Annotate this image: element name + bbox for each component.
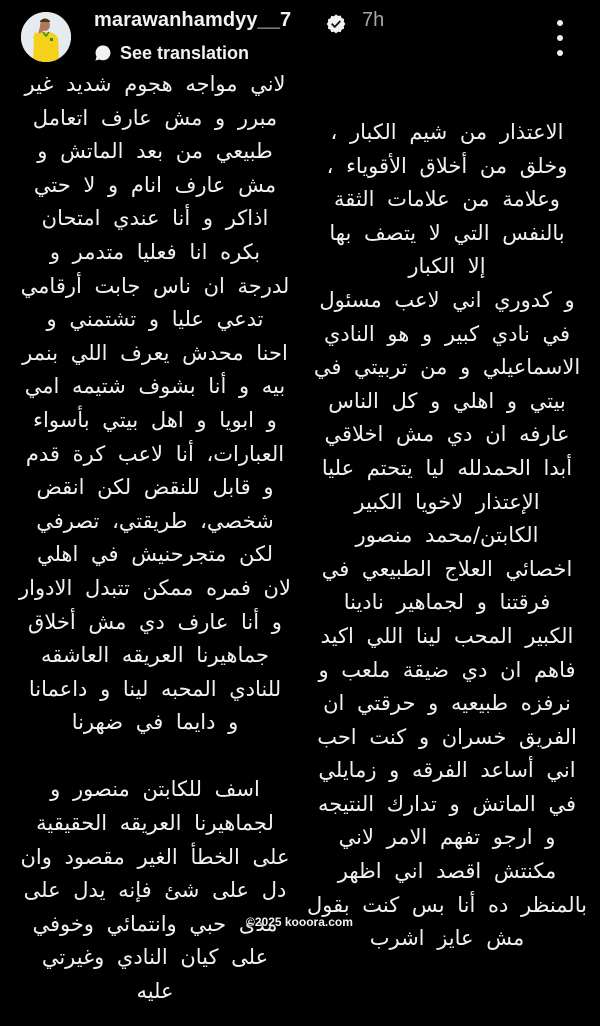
- story-line: لكن متجرحنيش في اهلي: [36, 542, 274, 567]
- story-line: على كيان النادي وغيرتي: [41, 945, 269, 970]
- story-line: دل على شئ فإنه يدل على: [23, 878, 287, 903]
- story-line: طبيعي من بعد الماتش و: [37, 139, 273, 164]
- see-translation-label: See translation: [120, 42, 250, 63]
- story-line: بالنفس التي لا يتصف بها: [329, 220, 565, 245]
- story-line: و أنا عارف دي مش أخلاق: [28, 609, 282, 634]
- story-line: اخصائي العلاج الطبيعي في: [321, 556, 573, 581]
- more-options-button[interactable]: [552, 20, 568, 56]
- story-line: شخصي، طريقتي، تصرفي: [36, 508, 274, 533]
- story-line: بيه و أنا بشوف شتيمه امي: [24, 374, 286, 399]
- avatar[interactable]: [21, 12, 71, 62]
- story-line: العبارات، أنا لاعب كرة قدم: [25, 441, 285, 466]
- watermark: ©2025 kooora.com: [246, 915, 353, 929]
- profile-photo-icon: [21, 12, 71, 62]
- story-line: جماهيرنا العريقه العاشقه: [40, 643, 270, 668]
- story-line: اسف للكابتن منصور و: [50, 777, 260, 802]
- story-line: لجماهيرنا العريقه الحقيقية: [36, 811, 274, 836]
- story-line: بالمنظر ده أنا بس كنت بقول: [307, 892, 587, 917]
- story-line: عارفه ان دي مش اخلاقي: [324, 422, 570, 447]
- story-line: لاني مواجه هجوم شديد غير: [24, 72, 286, 96]
- see-translation-button[interactable]: [94, 41, 249, 65]
- story-line: الإعتذار لاخويا الكبير: [354, 489, 540, 514]
- story-line: احنا محدش يعرف اللي بنمر: [22, 340, 288, 365]
- story-line: للنادي المحبه لينا و داعمانا: [28, 676, 282, 701]
- story-line: و ارجو تفهم الامر لاني: [338, 825, 556, 850]
- story-line: تدعي عليا و تشتمني و: [46, 307, 264, 332]
- story-line: في نادي كبير و هو النادي: [323, 321, 571, 346]
- story-line: عليه: [136, 979, 174, 1004]
- story-line: على الخطأ الغير مقصود وان: [20, 844, 290, 869]
- paragraph-gap: [14, 740, 296, 774]
- story-text-right-column: [306, 116, 588, 956]
- story-line: مش عارف انام و لا حتي: [33, 172, 277, 197]
- story-line: الكبير المحب لينا اللي اكيد: [320, 623, 574, 648]
- story-line: إلا الكبار: [408, 254, 486, 279]
- username[interactable]: marawanhamdyy__7: [94, 9, 292, 31]
- story-line: مبرر و مش عارف اتعامل: [32, 105, 278, 130]
- story-line: أبدا الحمدلله ليا يتحتم عليا: [321, 455, 573, 480]
- story-line: و قابل للنقض لكن انقض: [36, 475, 274, 500]
- story-line: مش عايز اشرب: [369, 926, 525, 951]
- story-line: بكره انا فعليا متدمر و: [49, 239, 261, 264]
- story-line: اني أساعد الفرقه و زمايلي: [318, 758, 576, 783]
- story-line: لدرجة ان ناس جابت أرقامي: [20, 273, 290, 298]
- story-line: و كدوري اني لاعب مسئول: [319, 287, 575, 312]
- verified-badge-icon: [325, 13, 347, 35]
- story-line: وخلق من أخلاق الأقوياء ،: [326, 153, 568, 178]
- more-vertical-icon: [557, 35, 563, 41]
- story-line: و ابويا و اهل بيتي بأسواء: [33, 407, 277, 432]
- story-line: مكنتش اقصد اني اظهر: [337, 859, 557, 884]
- story-header: [0, 0, 600, 72]
- story-line: الاسماعيلي و من تربيتي في: [313, 355, 581, 380]
- story-line: الاعتذار من شيم الكبار ،: [330, 120, 564, 144]
- post-time: 7h: [362, 9, 385, 31]
- story-text-left-column: [14, 68, 296, 1009]
- story-line: فرقتنا و لجماهير نادينا: [343, 590, 551, 615]
- more-vertical-icon: [557, 50, 563, 56]
- story-line: اذاكر و أنا عندي امتحان: [41, 206, 269, 231]
- story-line: مدى حبي وانتمائي وخوفي: [32, 911, 278, 936]
- more-vertical-icon: [557, 20, 563, 26]
- story-line: بيتي و اهلي و كل الناس: [328, 388, 566, 413]
- story-line: لان فمره ممكن تتبدل الادوار: [19, 575, 291, 600]
- story-line: و دايما في ضهرنا: [71, 710, 239, 735]
- story-line: الفريق خسران و كنت احب: [317, 724, 577, 749]
- story-line: في الماتش و تدارك النتيجه: [318, 791, 576, 816]
- story-line: نرفزه طبيعيه و حرقتي ان: [323, 691, 571, 716]
- story-line: الكابتن/محمد منصور: [355, 523, 539, 548]
- story-line: وعلامة من علامات الثقة: [334, 187, 560, 212]
- story-line: فاهم ان دي ضيقة ملعب و: [318, 657, 576, 682]
- chat-bubble-icon: [94, 44, 112, 62]
